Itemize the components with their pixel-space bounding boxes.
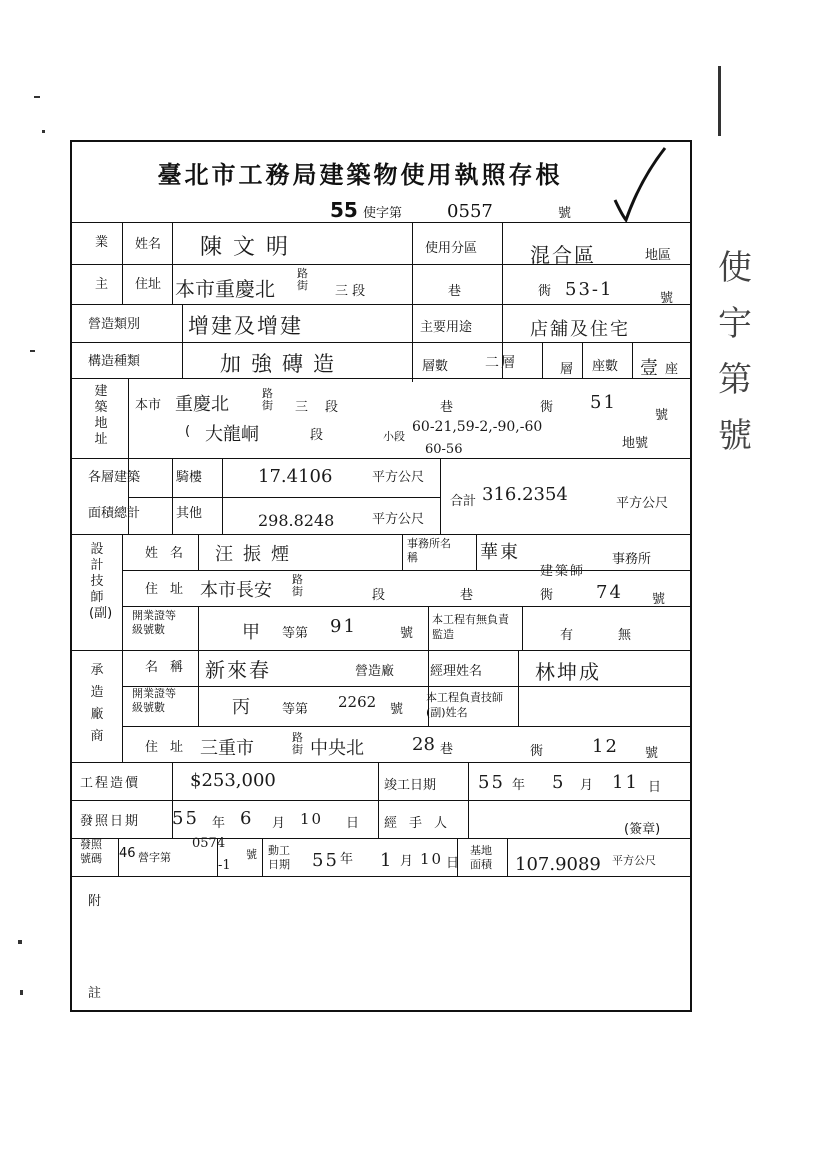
license-form xyxy=(70,140,692,1012)
base-value: 107.9089 xyxy=(515,854,601,875)
site-no: 51 xyxy=(590,392,617,413)
permit-value-no: 0574 xyxy=(192,836,226,851)
site-district-label: 段 xyxy=(310,428,324,443)
complete-day: 11 xyxy=(612,772,639,793)
owner-name: 陳 文 明 xyxy=(200,235,290,260)
complete-year: 55 xyxy=(478,772,505,793)
area-sum-label: 面積總計 xyxy=(88,506,141,521)
contractor-tech-label: 本工程負責技師(副)姓名 xyxy=(426,691,503,719)
contractor-manager: 林坤成 xyxy=(535,660,601,684)
contractor-name: 新來春 xyxy=(205,658,271,682)
owner-name-label: 姓名 xyxy=(135,237,162,252)
sign-label: (簽章) xyxy=(624,822,661,837)
designer-yes: 有 xyxy=(560,628,574,643)
contractor-road-label: 路街 xyxy=(292,731,303,756)
issue-label: 發照日期 xyxy=(80,814,141,829)
site-alley-label: 衖 xyxy=(540,400,554,415)
cost-value: $253,000 xyxy=(190,770,276,791)
site-lot-label: 地號 xyxy=(622,436,649,451)
main-use-value: 店舖及住宅 xyxy=(530,319,630,340)
designer-name-label: 姓名 xyxy=(145,546,196,561)
owner-address-label: 住址 xyxy=(135,277,162,292)
permit-value-sub: -1 xyxy=(218,858,231,873)
issue-day: 10 xyxy=(300,810,324,828)
owner-alley-label: 衖 xyxy=(538,284,552,299)
designer-address: 本市長安 xyxy=(200,580,272,601)
site-district: 大龍峒 xyxy=(205,424,259,445)
floors-label: 層數 xyxy=(422,359,449,374)
owner-char-2: 主 xyxy=(95,277,109,292)
site-lot: 60-21,59-2,-90,-60 xyxy=(412,419,543,435)
start-y: 年 xyxy=(340,852,354,867)
structure-value: 加強磚造 xyxy=(220,352,344,376)
note-label-1: 附 xyxy=(88,894,102,909)
owner-char-1: 業 xyxy=(95,235,109,250)
designer-address-label: 住址 xyxy=(145,582,196,597)
document-title: 臺北市工務局建築物使用執照存根 xyxy=(157,160,563,189)
designer-office-suffix: 建築師 xyxy=(540,564,586,579)
owner-address: 本市重慶北 xyxy=(175,277,275,301)
contractor-grade: 丙 xyxy=(232,697,252,718)
area-total-value: 316.2354 xyxy=(482,484,568,505)
designer-no-label: 號 xyxy=(652,592,666,607)
contractor-name-label: 名稱 xyxy=(145,660,196,675)
license-prefix: 使字第 xyxy=(362,206,402,221)
category-label: 營造類別 xyxy=(88,317,141,332)
contractor-grade-mid: 等第 xyxy=(282,702,309,717)
contractor-cert-no: 2262 xyxy=(338,693,377,711)
designer-road-label: 路街 xyxy=(292,573,303,598)
scan-speck xyxy=(20,990,23,995)
site-subsection-label: 小段 xyxy=(383,430,405,443)
scan-speck xyxy=(30,350,35,352)
main-use-label: 主要用途 xyxy=(420,320,473,335)
contractor-no-label: 號 xyxy=(645,746,659,761)
base-label: 基地面積 xyxy=(470,844,492,871)
designer-office-label: 事務所名稱 xyxy=(407,537,451,564)
designer-alley-label: 衖 xyxy=(540,588,554,603)
designer-cert-label: 開業證等級號數 xyxy=(132,609,176,636)
zone-suffix: 地區 xyxy=(645,248,672,263)
start-m: 月 xyxy=(400,854,414,869)
area-other-unit: 平方公尺 xyxy=(372,512,425,527)
designer-cert-suffix: 號 xyxy=(400,626,414,641)
area-arcade-unit: 平方公尺 xyxy=(372,470,425,485)
area-other-label: 其他 xyxy=(176,506,203,521)
permit-value-suffix: 號 xyxy=(246,848,257,861)
scan-speck xyxy=(42,130,45,133)
category-value: 增建及增建 xyxy=(188,314,303,338)
owner-road-label: 路街 xyxy=(297,267,308,292)
contractor-alley-label: 衖 xyxy=(530,744,544,759)
start-year: 55 xyxy=(312,850,339,871)
zone-value: 混合區 xyxy=(530,243,596,267)
area-total-label: 合計 xyxy=(450,494,477,509)
site-road-label: 路街 xyxy=(262,387,273,412)
permit-value-prefix: 營字第 xyxy=(138,851,171,864)
buildings-label: 座數 xyxy=(592,359,619,374)
start-d: 日 xyxy=(446,856,460,871)
owner-number: 53-1 xyxy=(565,279,614,300)
contractor-cert-label: 開業證等級號數 xyxy=(132,687,176,714)
permit-label: 發照號碼 xyxy=(80,838,102,865)
contractor-no: 12 xyxy=(592,736,619,757)
site-section-label: 段 xyxy=(325,400,339,415)
issue-y: 年 xyxy=(212,816,226,831)
designer-label: 設計技師(副) xyxy=(89,542,113,621)
site-section-value: 三 xyxy=(295,400,309,415)
buildings-unit: 座 xyxy=(665,362,679,377)
contractor-address-label: 住址 xyxy=(145,740,196,755)
site-city: 本市 xyxy=(135,398,162,413)
designer-section-label: 段 xyxy=(372,588,386,603)
complete-d: 日 xyxy=(648,780,662,795)
designer-grade-mid: 等第 xyxy=(282,626,309,641)
designer-no-option: 無 xyxy=(618,628,632,643)
designer-grade: 甲 xyxy=(242,622,262,643)
designer-no: 74 xyxy=(596,582,623,603)
floors-unit: 層 xyxy=(560,362,574,377)
issue-d: 日 xyxy=(346,816,360,831)
site-lane-label: 巷 xyxy=(440,400,454,415)
owner-number-label: 號 xyxy=(660,291,674,306)
side-text: 使宇第 號 xyxy=(718,248,752,456)
complete-month: 5 xyxy=(552,772,566,793)
complete-y: 年 xyxy=(512,778,526,793)
owner-section-label: 三 段 xyxy=(335,284,366,299)
start-day: 10 xyxy=(420,850,444,868)
site-road: 重慶北 xyxy=(175,394,229,415)
designer-name: 汪振煙 xyxy=(215,544,299,565)
contractor-road: 中央北 xyxy=(310,738,364,759)
scan-speck xyxy=(34,96,40,98)
contractor-manager-label: 經理姓名 xyxy=(430,664,483,679)
contractor-factory-label: 營造廠 xyxy=(355,664,395,679)
issue-month: 6 xyxy=(240,808,254,829)
issue-m: 月 xyxy=(272,816,286,831)
designer-office-end: 事務所 xyxy=(612,552,652,567)
license-no: 0557 xyxy=(447,201,493,222)
buildings-value: 壹 xyxy=(640,358,660,379)
contractor-lane: 28 xyxy=(412,734,435,755)
designer-office: 華東 xyxy=(480,542,520,563)
area-other-value: 298.8248 xyxy=(258,511,335,530)
handler-label: 經手人 xyxy=(384,816,460,831)
designer-supervise-label: 本工程有無負責監造 xyxy=(432,613,509,641)
scan-speck xyxy=(718,66,721,136)
contractor-cert-suffix: 號 xyxy=(390,702,404,717)
floors-value: 二層 xyxy=(485,355,517,371)
area-arcade-label: 騎樓 xyxy=(176,470,203,485)
designer-lane-label: 巷 xyxy=(460,588,474,603)
owner-lane-label: 巷 xyxy=(448,284,462,299)
cost-label: 工程造價 xyxy=(80,776,141,791)
site-lot-2: 60-56 xyxy=(425,442,463,457)
structure-label: 構造種類 xyxy=(88,354,141,369)
note-label-2: 註 xyxy=(88,986,102,1001)
designer-cert-no: 91 xyxy=(330,616,357,637)
permit-value-year: 46 xyxy=(119,846,136,861)
issue-year: 55 xyxy=(172,808,199,829)
complete-m: 月 xyxy=(580,778,594,793)
license-suffix: 號 xyxy=(557,206,571,221)
scan-speck xyxy=(18,940,22,944)
start-month: 1 xyxy=(380,850,394,871)
area-arcade-value: 17.4106 xyxy=(258,466,333,487)
contractor-label: 承造廠商 xyxy=(90,663,104,744)
start-label: 動工日期 xyxy=(268,844,290,871)
site-no-label: 號 xyxy=(655,408,669,423)
license-year: 55 xyxy=(330,198,358,222)
site-label: 建築地址 xyxy=(94,384,108,447)
contractor-city: 三重市 xyxy=(200,738,254,759)
contractor-lane-label: 巷 xyxy=(440,742,454,757)
area-total-unit: 平方公尺 xyxy=(616,496,669,511)
complete-label: 竣工日期 xyxy=(384,778,437,793)
area-floor-label: 各層建築 xyxy=(88,470,141,485)
zone-label: 使用分區 xyxy=(425,241,478,256)
site-district-paren: ( xyxy=(185,424,191,439)
base-unit: 平方公尺 xyxy=(612,854,656,867)
